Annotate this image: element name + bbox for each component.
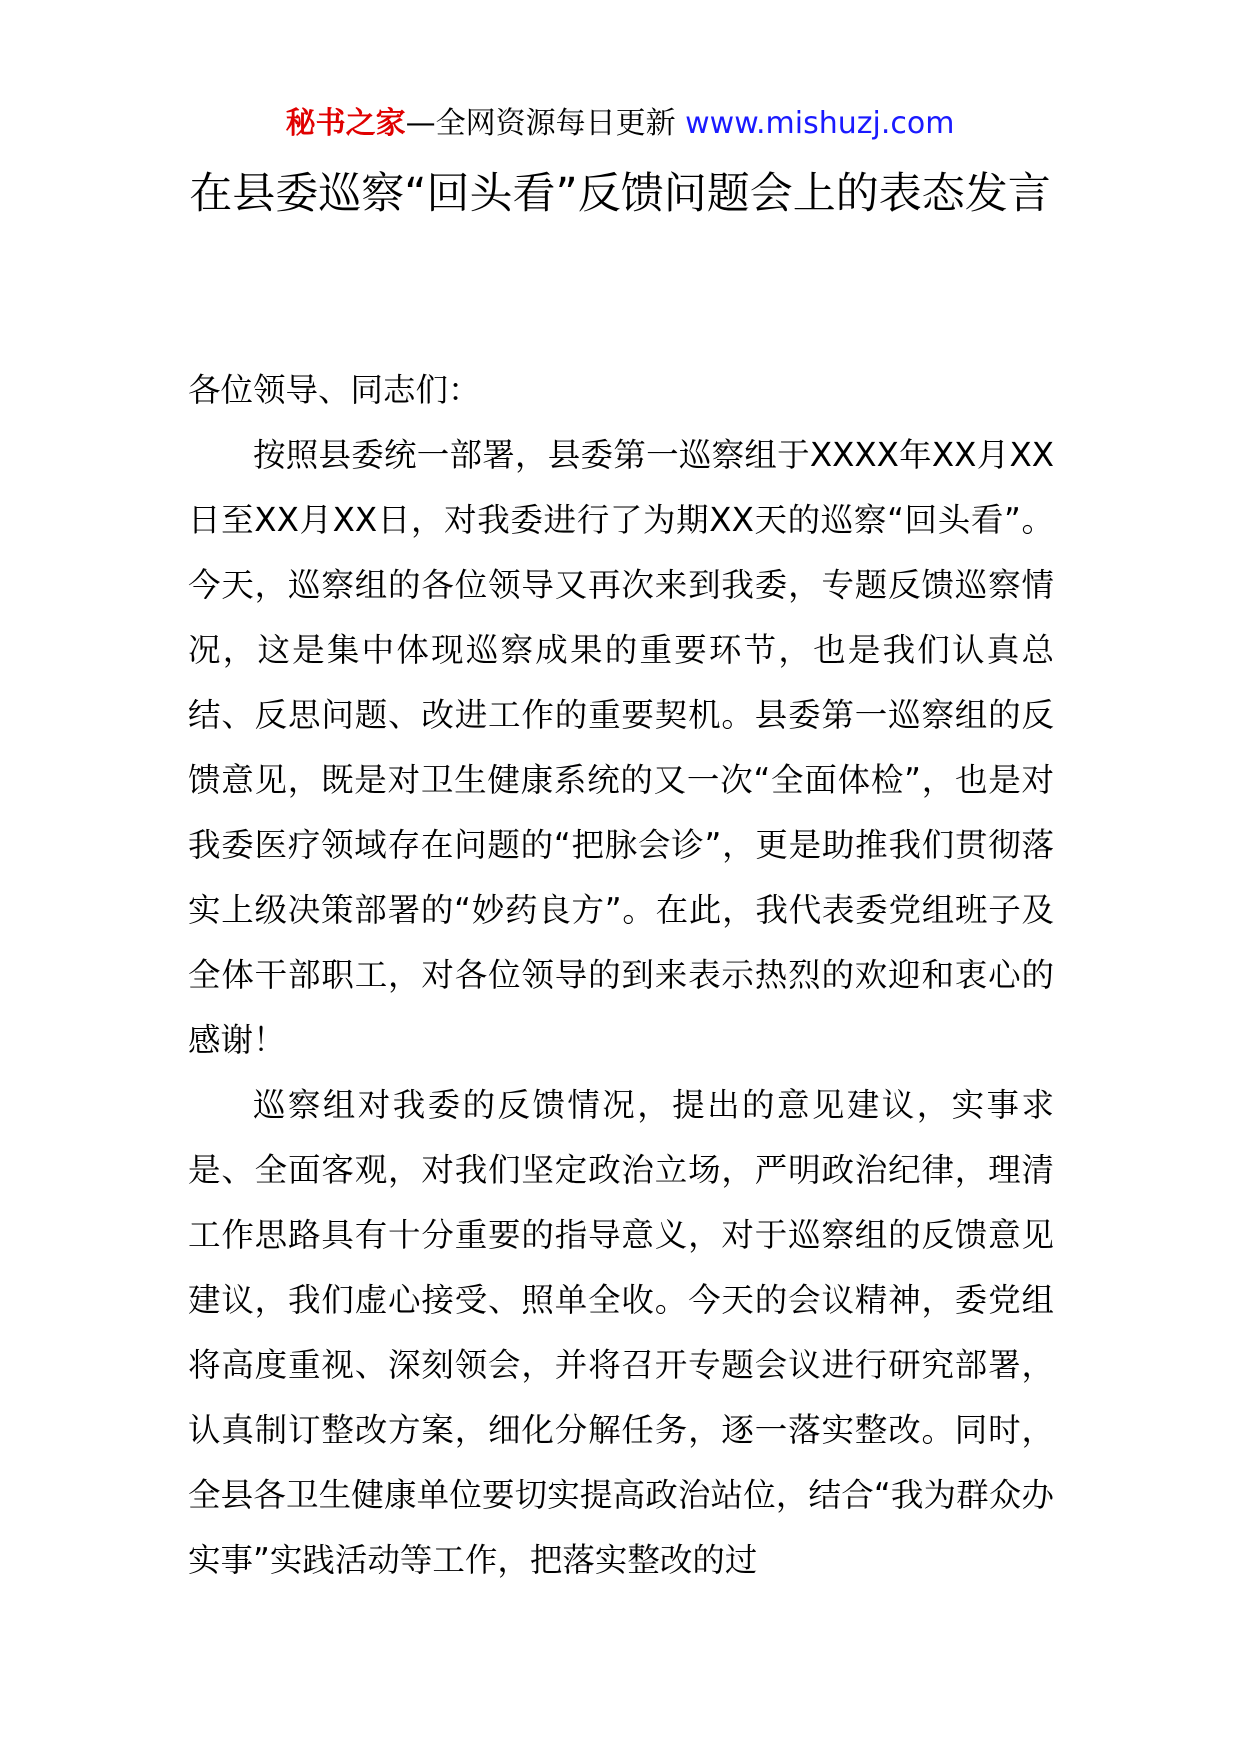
brand-name: 秘书之家 (285, 106, 406, 141)
salutation: 各位领导、同志们： (188, 371, 481, 409)
body-paragraph-1: 按照县委统一部署，县委第一巡察组于XXXX年XX月XX日至XX月XX日，对我委进行了为期XX天的巡察“回头看”。今天，巡察组的各位领导又再次来到我委，专题反馈巡察情况，这是集中体现巡察成果的重要环节，也是我们认真总结、反思问题、改进工作的重要契机。县委第一巡察组的反馈意见，既是对卫生健康系统的又一次“全面体检”，也是对我委医疗领域存在问题的“把脉会诊”，更是助推我们贯彻落实上级决策部署的“妙药良方”。在此，我代表委党组班子及全体干部职工，对各位领导的到来表示热烈的欢迎和衷心的感谢！ (188, 436, 1054, 1059)
site-url-link[interactable]: www.mishuzj.com (685, 106, 955, 141)
document-body (188, 358, 1054, 1593)
body-paragraph-2: 巡察组对我委的反馈情况，提出的意见建议，实事求是、全面客观，对我们坚定政治立场，严明政治纪律，理清工作思路具有十分重要的指导意义，对于巡察组的反馈意见建议，我们虚心接受、照单全收。今天的会议精神，委党组将高度重视、深刻领会，并将召开专题会议进行研究部署，认真制订整改方案，细化分解任务，逐一落实整改。同时，全县各卫生健康单位要切实提高政治站位，结合“我为群众办实事”实践活动等工作，把落实整改的过 (188, 1086, 1054, 1579)
site-header (0, 104, 1240, 144)
header-tagline: —全网资源每日更新 (405, 106, 686, 141)
document-title: 在县委巡察“回头看”反馈问题会上的表态发言 (189, 169, 1051, 219)
